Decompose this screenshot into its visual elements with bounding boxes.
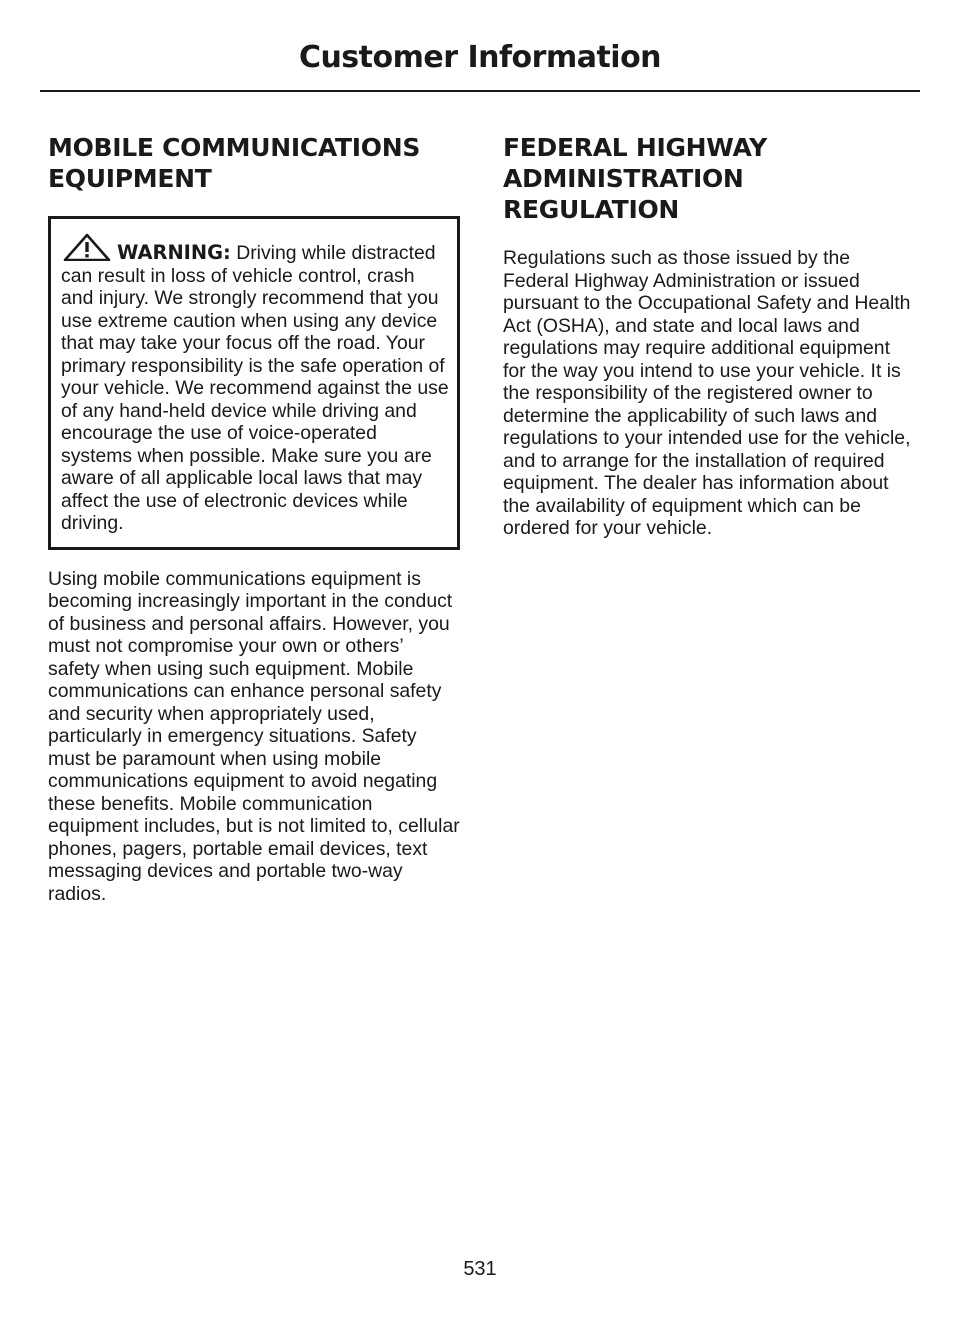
mobile-communications-heading: [48, 132, 460, 194]
heading-line: MOBILE COMMUNICATIONS: [48, 133, 421, 162]
mobile-communications-body: Using mobile communications equipment is becoming increasingly important in the conduct of business and personal affairs. However, you must not compromise your own or others’ safety when using such equipment. Mobile communications can enhance personal safety and security when appropriately used, particularly in emergency situations. Safety must be paramount when using mobile communications equipment to avoid negating these benefits. Mobile communication equipment includes, but is not limited to, cellular phones, pagers, portable email devices, text messaging devices and portable two-way radios.: [48, 567, 460, 905]
warning-triangle-icon: [61, 233, 117, 261]
page-number: 531: [463, 1258, 497, 1280]
federal-highway-heading: [503, 132, 915, 225]
federal-highway-body: Regulations such as those issued by the Federal Highway Administration or issued pursuant to the Occupational Safety and Health Act (OSHA), and state and local laws and regulations may require additional equipment for the way you intend to use your vehicle. It is the responsibility of the registered owner to determine the applicability of such laws and regulations to your intended use for the vehicle, and to arrange for the installation of required equipment. The dealer has information about the availability of equipment which can be ordered for your vehicle.: [503, 247, 911, 539]
right-column: [503, 132, 915, 540]
heading-line: REGULATION: [503, 195, 680, 224]
warning-box: [48, 216, 460, 550]
warning-label: WARNING:: [117, 241, 231, 264]
warning-text: Driving while distracted can result in loss of vehicle control, crash and injury. We strongly recommend that you use extreme caution when using any device that may take your focus off the road. Your primary responsibility is the safe operation of your vehicle. We recommend against the use of any hand-held device while driving and encourage the use of voice-operated systems when possible. Make sure you are aware of all applicable local laws that may affect the use of electronic devices while driving.: [61, 242, 449, 534]
header-divider: [40, 90, 920, 92]
page-header-title: Customer Information: [298, 40, 662, 75]
heading-line: FEDERAL HIGHWAY: [503, 133, 767, 162]
heading-line: EQUIPMENT: [48, 164, 212, 193]
heading-line: ADMINISTRATION: [503, 164, 744, 193]
left-column: [48, 132, 460, 905]
